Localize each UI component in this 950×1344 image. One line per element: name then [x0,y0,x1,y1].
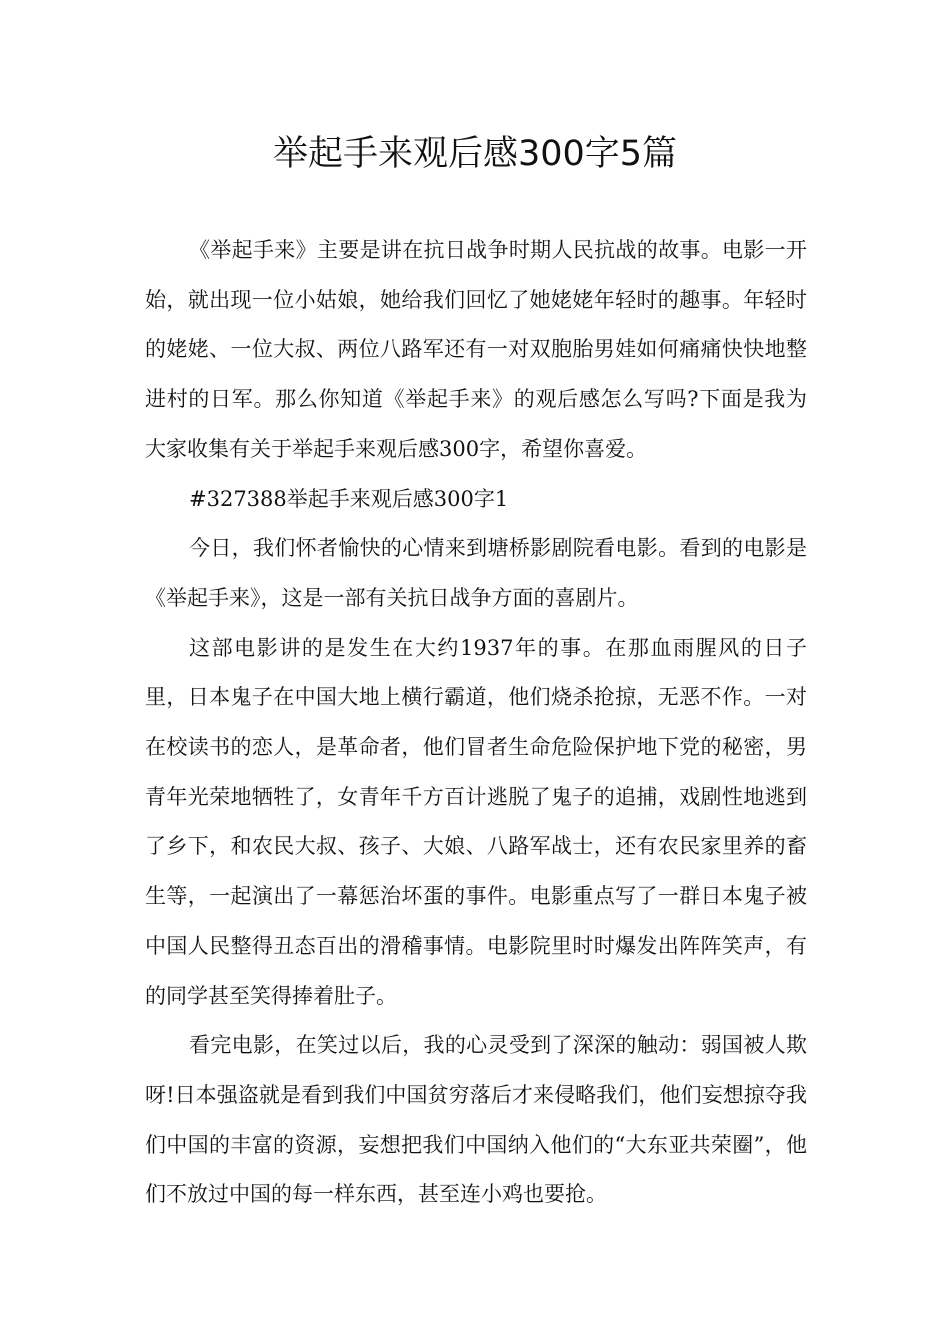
paragraph-1: 今日，我们怀者愉快的心情来到塘桥影剧院看电影。看到的电影是《举起手来》，这是一部有关抗日战争方面的喜剧片。 [145,536,807,610]
paragraph-2: 这部电影讲的是发生在大约1937年的事。在那血雨腥风的日子里，日本鬼子在中国大地上横行霸道，他们烧杀抢掠，无恶不作。一对在校读书的恋人，是革命者，他们冒者生命危险保护地下党的秘密，男青年光荣地牺牲了，女青年千方百计逃脱了鬼子的追捕，戏剧性地逃到了乡下，和农民大叔、孩子、大娘、八路军战士，还有农民家里养的畜生等，一起演出了一幕惩治坏蛋的事件。电影重点写了一群日本鬼子被中国人民整得丑态百出的滑稽事情。电影院里时时爆发出阵阵笑声，有的同学甚至笑得捧着肚子。 [145,635,807,1008]
paragraph-intro: 《举起手来》主要是讲在抗日战争时期人民抗战的故事。电影一开始，就出现一位小姑娘，她给我们回忆了她姥姥年轻时的趣事。年轻时的姥姥、一位大叔、两位八路军还有一对双胞胎男娃如何痛痛快快地整进村的日军。那么你知道《举起手来》的观后感怎么写吗?下面是我为大家收集有关于举起手来观后感300字，希望你喜爱。 [145,238,807,461]
document-body [145,226,807,1220]
paragraph-section-heading: #327388举起手来观后感300字1 [189,486,509,511]
paragraph-3: 看完电影，在笑过以后，我的心灵受到了深深的触动：弱国被人欺呀!日本强盗就是看到我们中国贫穷落后才来侵略我们，他们妄想掠夺我们中国的丰富的资源，妄想把我们中国纳入他们的“大东亚共荣圈”，他们不放过中国的每一样东西，甚至连小鸡也要抢。 [145,1033,807,1207]
document-title: 举起手来观后感300字5篇 [272,134,678,174]
